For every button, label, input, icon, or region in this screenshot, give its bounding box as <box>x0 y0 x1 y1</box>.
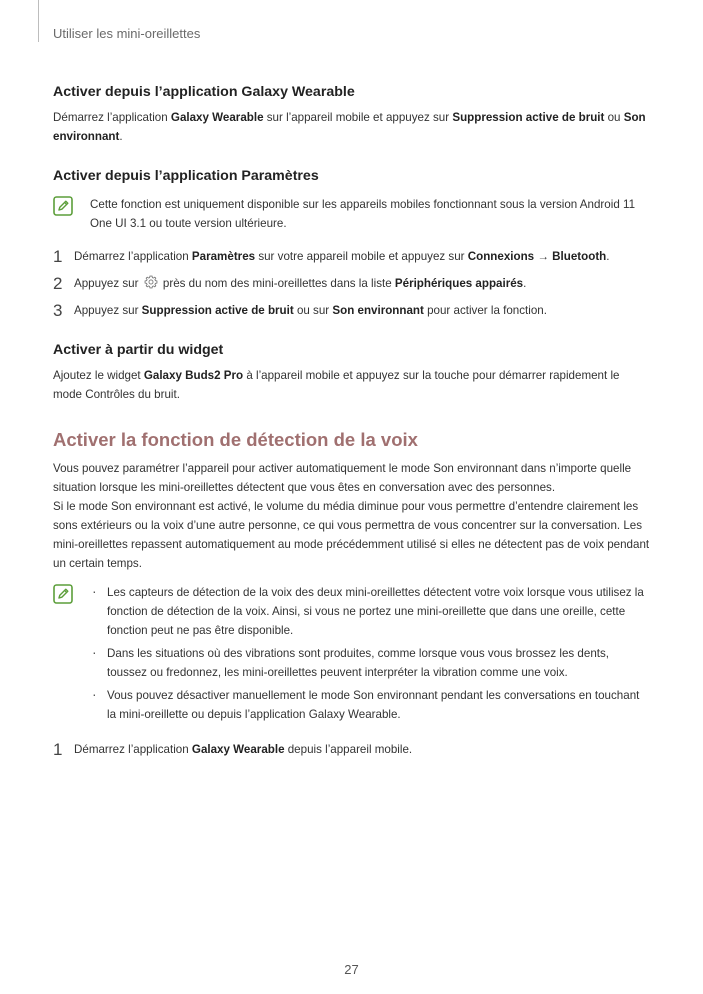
section-settings-heading: Activer depuis l’application Paramètres <box>53 168 319 184</box>
settings-note <box>53 195 651 233</box>
settings-step-3: 3 Appuyez sur Suppression active de bruit ou sur Son environnant pour activer la fonction. <box>53 301 547 320</box>
header-rule <box>38 0 39 42</box>
voice-intro-1: Vous pouvez paramétrer l’appareil pour activer automatiquement le mode Son environnant dans n’importe quelle situation lorsque les mini-oreillettes détectent que vous êtes en conversation avec des personnes. <box>53 462 632 494</box>
page-number: 27 <box>344 962 359 977</box>
step-number: 1 <box>53 740 63 759</box>
section-voice <box>53 428 651 759</box>
note-pencil-icon <box>53 196 73 216</box>
settings-step-1: 1 Démarrez l’application Paramètres sur votre appareil mobile et appuyez sur Connexions → Bluetooth. <box>53 247 610 266</box>
voice-note-bullets <box>90 583 651 728</box>
step-number: 3 <box>53 301 63 320</box>
section-widget-heading: Activer à partir du widget <box>53 342 224 358</box>
section-settings <box>53 166 651 320</box>
running-title: Utiliser les mini-oreillettes <box>53 26 201 41</box>
section-wearable-text: Démarrez l’application Galaxy Wearable sur l’appareil mobile et appuyez sur Suppression active de bruit ou Son environnant. <box>53 111 646 143</box>
section-widget <box>53 340 651 404</box>
section-voice-heading: Activer la fonction de détection de la voix <box>53 429 418 450</box>
section-wearable-heading: Activer depuis l’application Galaxy Wearable <box>53 84 355 100</box>
voice-step-1: 1 Démarrez l’application Galaxy Wearable depuis l’appareil mobile. <box>53 740 413 759</box>
settings-step-2: 2 Appuyez sur près du nom des mini-oreillettes dans la liste Périphériques appairés. <box>53 274 527 293</box>
list-item: · Vous pouvez désactiver manuellement le mode Son environnant pendant les conversations en touchant la mini-oreillette ou depuis l’application Galaxy Wearable. <box>90 686 651 724</box>
gear-icon <box>144 275 158 289</box>
voice-intro-2: Si le mode Son environnant est activé, le volume du média diminue pour vous permettre d’entendre clairement les sons extérieurs ou la voix d’une autre personne, ce qui vous permettra de vous concentrer sur la conversation. Les mini-oreillettes repassent automatiquement au mode précédemment utilisé si elles ne détectent pas de voix pendant un certain temps. <box>53 500 650 570</box>
list-item: · Les capteurs de détection de la voix des deux mini-oreillettes détectent votre voix lorsque vous utilisez la fonction de détection de la voix. Ainsi, si vous ne portez une mini-oreillette que dans une oreille, cette fonction peut ne pas être disponible. <box>90 583 651 640</box>
list-item: · Dans les situations où des vibrations sont produites, comme lorsque vous vous brossez les dents, toussez ou fredonnez, les mini-oreillettes peuvent interpréter la vibration comme une voix. <box>90 644 651 682</box>
note-pencil-icon <box>53 584 73 604</box>
section-wearable <box>53 82 651 146</box>
section-widget-text: Ajoutez le widget Galaxy Buds2 Pro à l’appareil mobile et appuyez sur la touche pour démarrer rapidement le mode Contrôles du bruit. <box>53 369 620 401</box>
step-number: 2 <box>53 274 63 293</box>
step-number: 1 <box>53 247 63 266</box>
settings-note-text: Cette fonction est uniquement disponible sur les appareils mobiles fonctionnant sous la version Android 11 One UI 3.1 ou toute version ultérieure. <box>90 198 636 230</box>
settings-steps <box>53 247 651 320</box>
voice-note <box>53 583 651 728</box>
page-content <box>53 82 651 767</box>
